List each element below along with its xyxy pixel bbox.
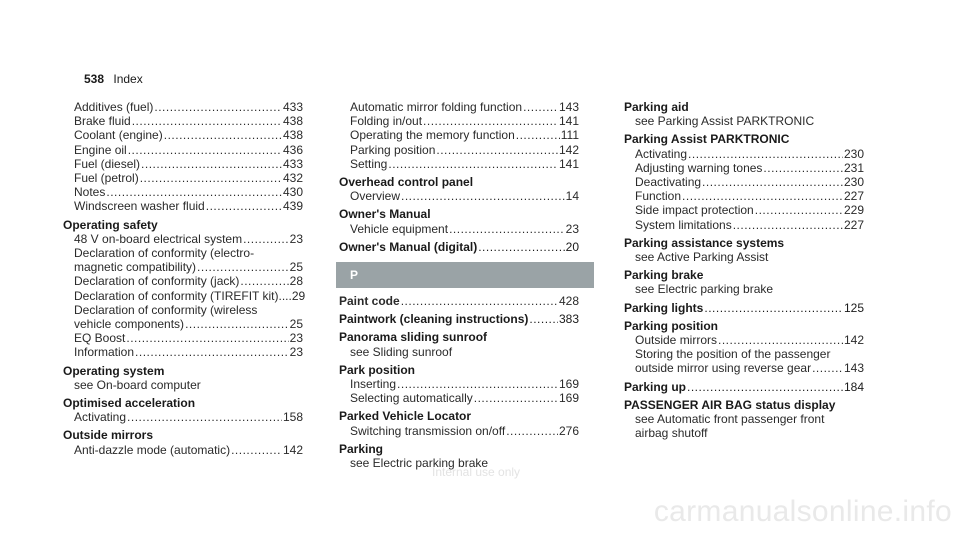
- index-entry: Declaration of conformity (jack) ..... 28: [63, 274, 303, 288]
- index-heading: Parked Vehicle Locator: [339, 409, 472, 424]
- index-see-reference: see Active Parking Assist: [635, 250, 769, 265]
- index-entry: Adjusting warning tones ..... 231: [624, 161, 864, 175]
- index-entry: Fuel (petrol) ..... 432: [63, 171, 303, 185]
- index-see-reference: see Electric parking brake: [350, 456, 489, 471]
- index-entry: EQ Boost ..... 23: [63, 331, 303, 345]
- index-entry: Operating the memory function ..... 111: [339, 128, 579, 142]
- index-entry-text: Storing the position of the passenger: [635, 347, 831, 362]
- index-entry: Engine oil ..... 436: [63, 143, 303, 157]
- index-entry: Activating ..... 230: [624, 147, 864, 161]
- index-entry: vehicle components) ..... 25: [63, 317, 303, 331]
- index-see-reference: see Electric parking brake: [635, 282, 774, 297]
- index-entry: Activating ..... 158: [63, 410, 303, 424]
- index-entry: Automatic mirror folding function ..... 143: [339, 100, 579, 114]
- index-entry-main: Paint code ..... 428: [339, 294, 579, 308]
- page-number: 538: [84, 72, 105, 86]
- page-header: [84, 72, 143, 86]
- section-title: Index: [113, 72, 143, 86]
- index-heading: Overhead control panel: [339, 175, 474, 190]
- index-entry: Inserting ..... 169: [339, 377, 579, 391]
- index-entry: Anti-dazzle mode (automatic) ..... 142: [63, 443, 303, 457]
- index-entry: Notes ..... 430: [63, 185, 303, 199]
- index-entry-main: Paintwork (cleaning instructions) ..... 383: [339, 312, 579, 326]
- index-heading: Operating safety: [63, 217, 158, 232]
- index-entry-text: Declaration of conformity (electro-: [74, 246, 255, 261]
- index-heading: Parking position: [624, 318, 719, 333]
- index-entry: Vehicle equipment ..... 23: [339, 222, 579, 236]
- index-entry-main: Owner's Manual (digital) ..... 20: [339, 240, 579, 254]
- index-see-reference: see On-board computer: [74, 377, 201, 392]
- index-see-reference: see Automatic front passenger front: [635, 412, 825, 427]
- index-heading: Parking aid: [624, 100, 689, 114]
- section-letter-band: P: [336, 262, 594, 288]
- watermark: Internal use only: [432, 465, 521, 479]
- index-heading: Parking brake: [624, 268, 704, 283]
- index-entry: Brake fluid ..... 438: [63, 114, 303, 128]
- index-entry: Function ..... 227: [624, 189, 864, 203]
- index-entry: Setting ..... 141: [339, 157, 579, 171]
- index-entry: Overview ..... 14: [339, 189, 579, 203]
- index-entry: 48 V on-board electrical system ..... 23: [63, 232, 303, 246]
- index-see-reference: see Parking Assist PARKTRONIC: [635, 114, 815, 129]
- index-entry: System limitations ..... 227: [624, 218, 864, 232]
- index-heading: Parking assistance systems: [624, 235, 785, 250]
- index-entry: Fuel (diesel) ..... 433: [63, 157, 303, 171]
- index-entry: Side impact protection ..... 229: [624, 203, 864, 217]
- index-heading: PASSENGER AIR BAG status display: [624, 397, 836, 412]
- index-heading: Panorama sliding sunroof: [339, 330, 488, 345]
- index-entry: Coolant (engine) ..... 438: [63, 128, 303, 142]
- index-heading: Operating system: [63, 363, 165, 378]
- index-heading: Owner's Manual: [339, 207, 431, 222]
- index-column-2: [339, 100, 579, 470]
- index-entry: Folding in/out ..... 141: [339, 114, 579, 128]
- index-heading: Parking: [339, 441, 384, 456]
- index-entry: Parking position ..... 142: [339, 143, 579, 157]
- index-entry-text: Declaration of conformity (wireless: [74, 302, 258, 317]
- index-entry: Outside mirrors ..... 142: [624, 333, 864, 347]
- index-entry: Windscreen washer fluid ..... 439: [63, 199, 303, 213]
- index-heading: Optimised acceleration: [63, 396, 196, 411]
- index-entry: magnetic compatibility) ..... 25: [63, 260, 303, 274]
- site-footer-watermark: carmanualsonline.info: [653, 495, 952, 528]
- index-entry: outside mirror using reverse gear ..... 143: [624, 361, 864, 375]
- index-entry-main: Parking lights ..... 125: [624, 301, 864, 315]
- index-entry: Deactivating ..... 230: [624, 175, 864, 189]
- index-entry: Switching transmission on/off ..... 276: [339, 424, 579, 438]
- index-see-reference: see Sliding sunroof: [350, 344, 453, 359]
- index-entry: Declaration of conformity (TIREFIT kit).... 29: [74, 288, 306, 303]
- index-see-reference: airbag shutoff: [635, 426, 708, 441]
- index-entry: Information ..... 23: [63, 345, 303, 359]
- index-entry: Selecting automatically ..... 169: [339, 391, 579, 405]
- index-entry-main: Parking up ..... 184: [624, 380, 864, 394]
- index-entry: Additives (fuel) ..... 433: [63, 100, 303, 114]
- index-heading: Outside mirrors: [63, 428, 154, 443]
- index-heading: Parking Assist PARKTRONIC: [624, 132, 790, 147]
- index-heading: Park position: [339, 362, 416, 377]
- index-column-1: [63, 100, 306, 457]
- index-column-3: [624, 100, 864, 440]
